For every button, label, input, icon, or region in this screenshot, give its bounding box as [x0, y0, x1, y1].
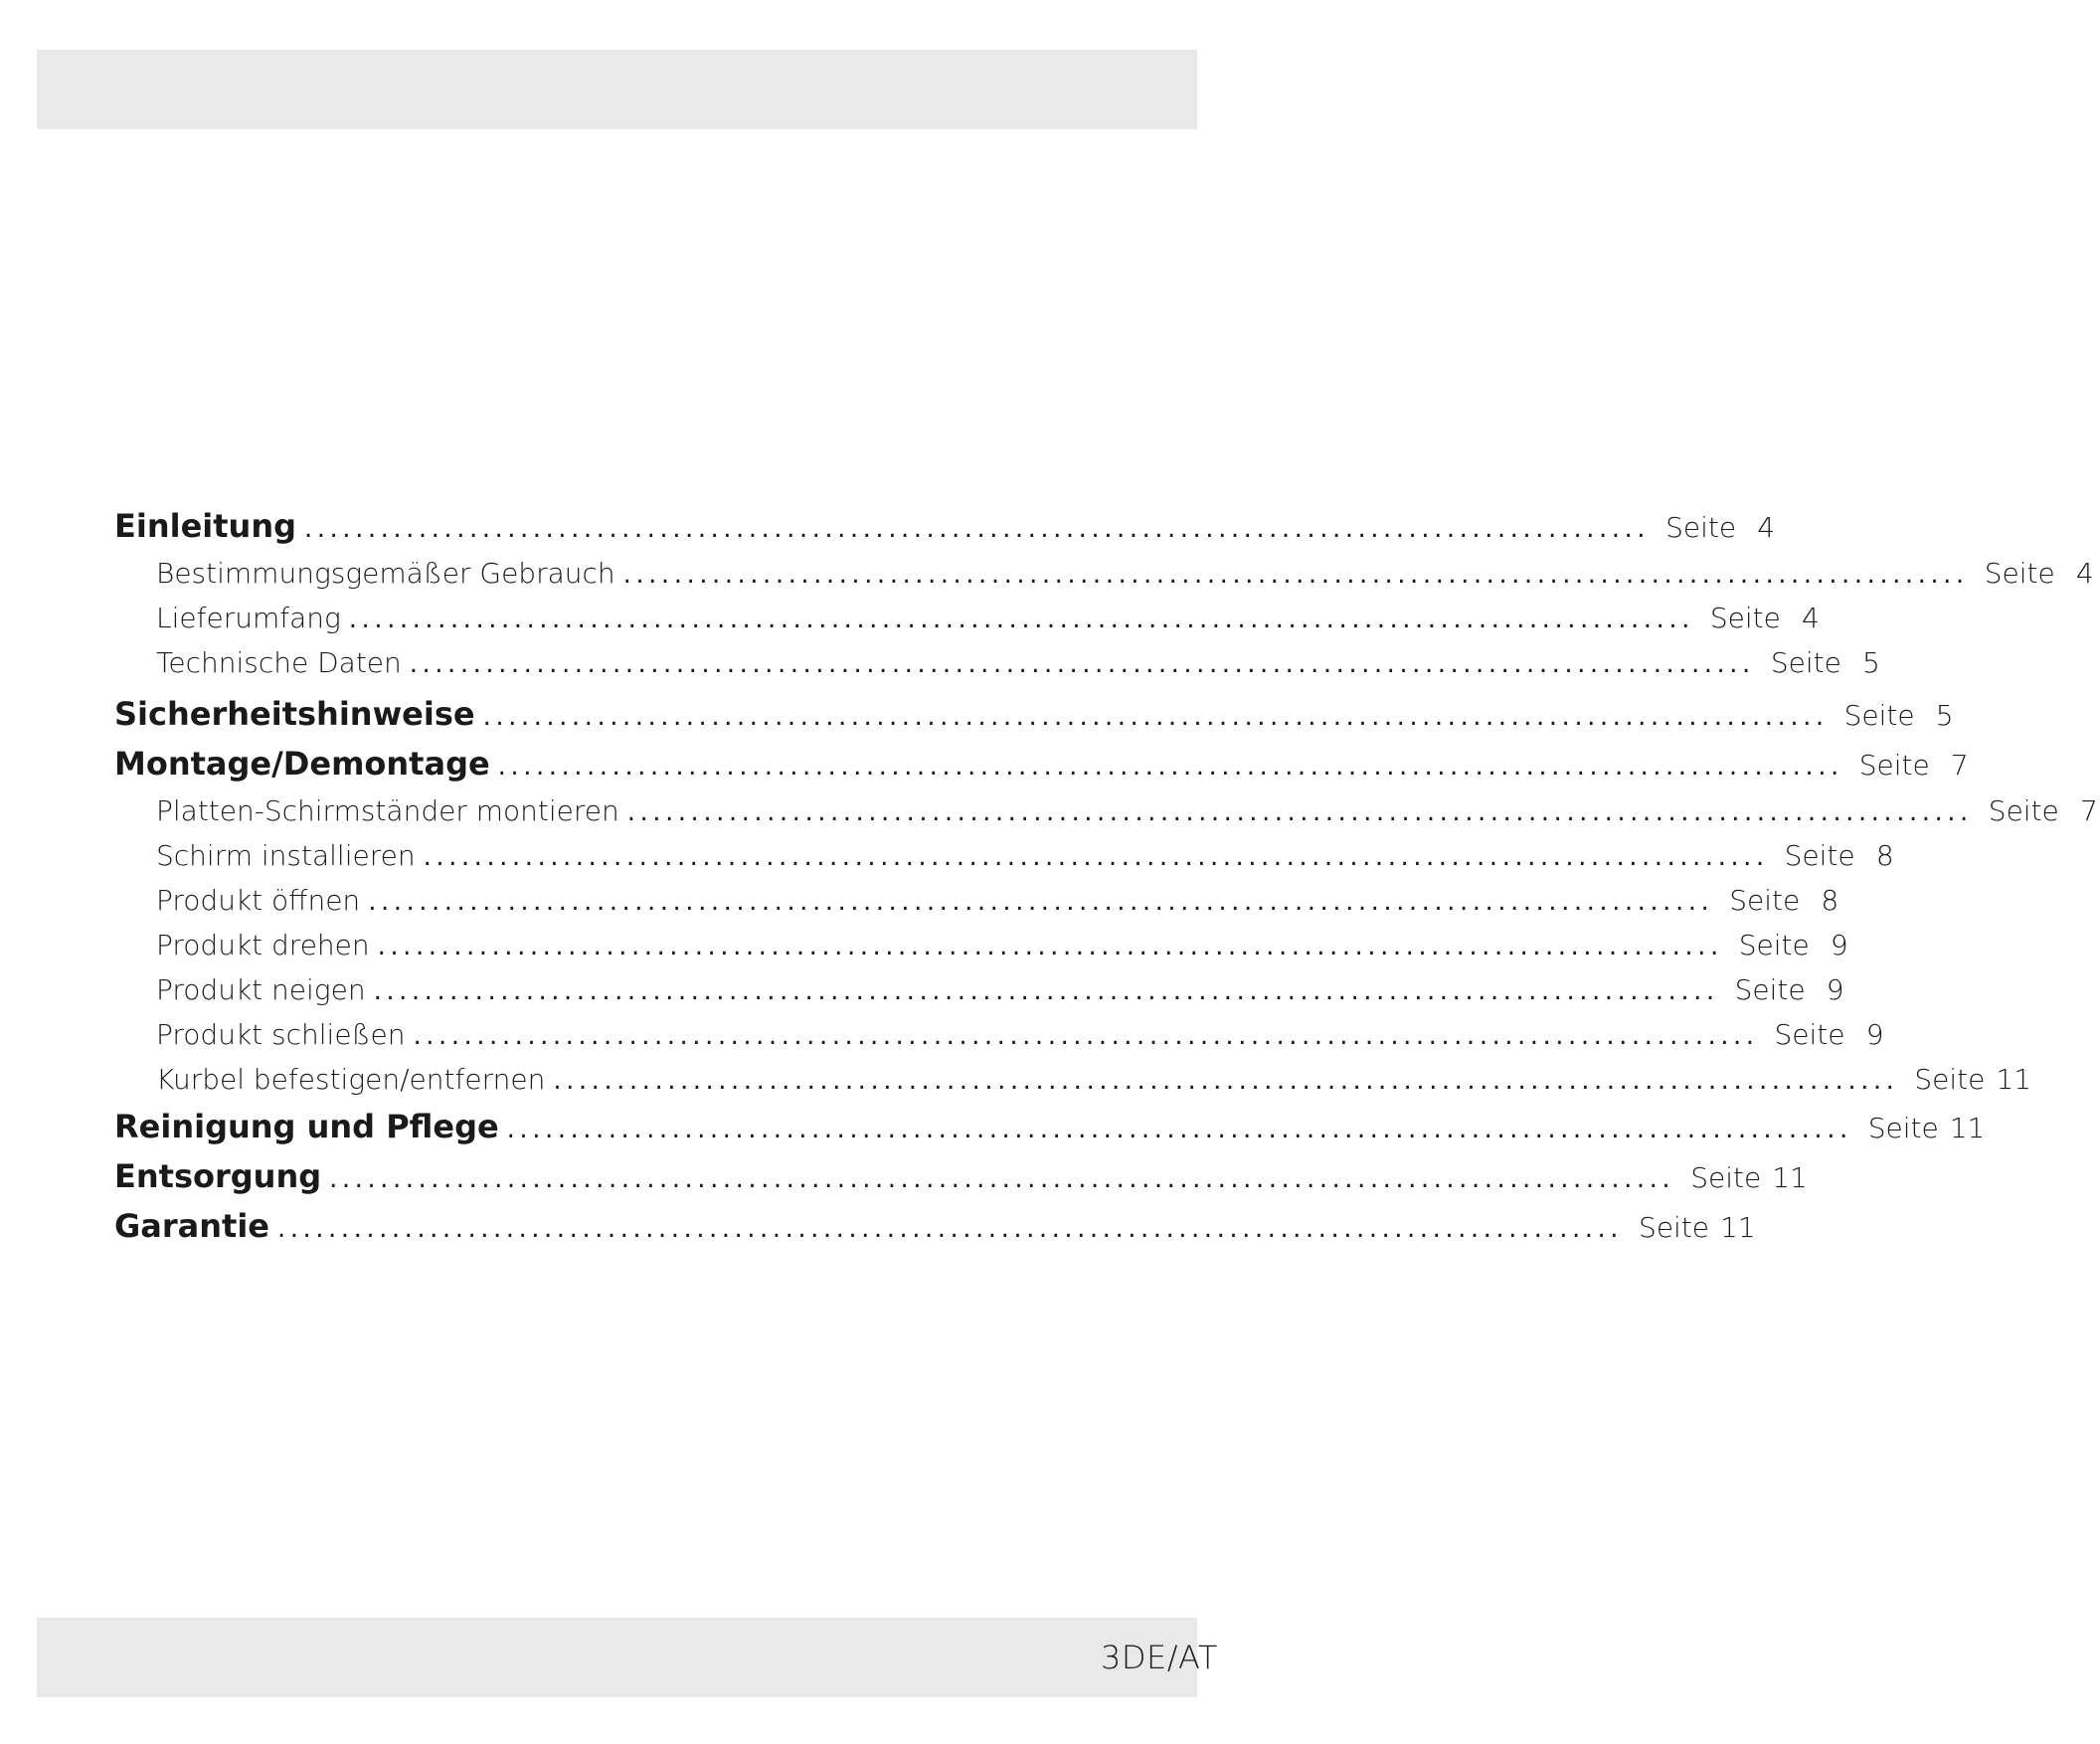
dot-leader: .......................................................................................................... [348, 605, 1694, 634]
page-number-ref: 9 [1865, 1018, 1884, 1051]
table-of-contents [114, 501, 2098, 1251]
toc-entry-entsorgung[interactable] [114, 1151, 1808, 1201]
dot-leader: .......................................................................................................... [626, 797, 1973, 827]
page-number-ref: 5 [1935, 699, 1954, 732]
dot-leader: .......................................................................................................... [482, 702, 1829, 732]
page-word: Seite [1774, 1018, 1845, 1051]
footer-band [37, 1618, 1197, 1697]
toc-page-ref [1979, 551, 2096, 596]
page-word: Seite [1867, 1112, 1939, 1144]
toc-page-ref [1853, 741, 1971, 790]
page-word: Seite [1784, 839, 1855, 872]
page-word: Seite [1709, 602, 1781, 634]
toc-entry-label: Technische Daten [156, 646, 402, 679]
dot-leader: .......................................................................................................... [377, 932, 1723, 961]
page-word: Seite [1665, 511, 1737, 544]
toc-entry-kurbel-befestigen-entfernen[interactable] [114, 1057, 2032, 1102]
dot-leader: .......................................................................................................... [373, 976, 1719, 1006]
toc-page-ref [1765, 640, 1882, 685]
page-word: Seite [1639, 1211, 1710, 1244]
page-number-ref: 7 [1950, 749, 1969, 782]
dot-leader: .......................................................................................................... [413, 1021, 1759, 1051]
page-number-ref: 4 [1757, 511, 1776, 544]
toc-entry-label: Montage/Demontage [114, 745, 490, 783]
toc-entry-label: Reinigung und Pflege [114, 1108, 499, 1145]
page-number-ref: 5 [1862, 646, 1880, 679]
dot-leader: .......................................................................................................... [622, 560, 1969, 590]
page-number-ref: 8 [1875, 839, 1894, 872]
page-number-ref: 9 [1830, 929, 1848, 961]
toc-page-ref [1660, 503, 1777, 553]
toc-page-ref [1704, 596, 1822, 640]
toc-entry-label: Entsorgung [114, 1157, 322, 1195]
page-word: Seite [1914, 1063, 1986, 1096]
dot-leader: .......................................................................................................... [329, 1164, 1675, 1194]
toc-entry-bestimmungsgemaesser-gebrauch[interactable] [114, 551, 2094, 596]
page-number-ref: 9 [1826, 973, 1844, 1006]
page-word: Seite [1734, 973, 1806, 1006]
toc-page-ref [1684, 1153, 1808, 1203]
page-number-ref: 11 [1949, 1112, 1986, 1144]
header-band [37, 50, 1197, 129]
page-word: Seite [1858, 749, 1930, 782]
toc-page-ref [1779, 833, 1896, 878]
dot-leader: .......................................................................................................... [497, 752, 1843, 782]
toc-entry-label: Schirm installieren [156, 839, 416, 872]
toc-page-ref [1723, 878, 1840, 923]
toc-entry-label: Sicherheitshinweise [114, 695, 475, 733]
toc-entry-lieferumfang[interactable] [114, 596, 1820, 640]
toc-page-ref [1733, 923, 1850, 967]
toc-entry-label: Lieferumfang [156, 602, 341, 634]
toc-entry-label: Produkt neigen [156, 973, 366, 1006]
toc-page-ref [1908, 1057, 2032, 1102]
page-number-ref: 4 [2075, 557, 2094, 590]
page-number-ref: 11 [1772, 1161, 1808, 1194]
dot-leader: .......................................................................................................... [423, 842, 1769, 872]
toc-entry-produkt-oeffnen[interactable] [114, 878, 1839, 923]
toc-entry-einleitung[interactable] [114, 501, 1776, 551]
page-word: Seite [1984, 557, 2055, 590]
toc-entry-label: Einleitung [114, 507, 297, 545]
dot-leader: .......................................................................................................... [368, 887, 1714, 917]
dot-leader: .......................................................................................................... [276, 1214, 1624, 1244]
toc-entry-produkt-neigen[interactable] [114, 967, 1844, 1012]
toc-entry-garantie[interactable] [114, 1201, 1756, 1251]
toc-entry-produkt-schliessen[interactable] [114, 1012, 1884, 1057]
toc-page-ref [1862, 1104, 1986, 1153]
toc-entry-schirm-installieren[interactable] [114, 833, 1894, 878]
toc-entry-label: Platten-Schirmständer montieren [156, 794, 619, 827]
toc-entry-label: Bestimmungsgemäßer Gebrauch [156, 557, 615, 590]
dot-leader: .......................................................................................................... [506, 1115, 1852, 1144]
toc-page-ref [1838, 691, 1956, 741]
page-word: Seite [1738, 929, 1810, 961]
dot-leader: .......................................................................................................... [409, 649, 1755, 679]
toc-entry-montage-demontage[interactable] [114, 739, 1969, 788]
toc-page-ref [1633, 1203, 1756, 1253]
toc-entry-label: Produkt öffnen [156, 884, 361, 917]
toc-entry-platten-schirmstaender-montieren[interactable] [114, 788, 2098, 833]
page-word: Seite [1770, 646, 1841, 679]
toc-page-ref [1769, 1012, 1886, 1057]
toc-page-ref [1729, 967, 1846, 1012]
toc-entry-label: Garantie [114, 1207, 269, 1245]
page-word: Seite [1690, 1161, 1762, 1194]
page-word: Seite [1988, 794, 2059, 827]
page-number-ref: 11 [1996, 1063, 2032, 1096]
page-word: Seite [1843, 699, 1915, 732]
toc-entry-reinigung-und-pflege[interactable] [114, 1102, 1986, 1151]
toc-entry-label: Kurbel befestigen/entfernen [156, 1063, 546, 1096]
dot-leader: .......................................................................................................... [553, 1066, 1899, 1096]
page-number-ref: 4 [1802, 602, 1820, 634]
page-number-ref: 11 [1720, 1211, 1756, 1244]
toc-entry-sicherheitshinweise[interactable] [114, 689, 1954, 739]
page-number: 3DE/AT [1101, 1639, 1218, 1676]
toc-entry-label: Produkt drehen [156, 929, 370, 961]
toc-entry-label: Produkt schließen [156, 1018, 406, 1051]
dot-leader: .......................................................................................................... [304, 514, 1651, 544]
toc-page-ref [1983, 788, 2100, 833]
page-word: Seite [1729, 884, 1801, 917]
page-number-ref: 7 [2079, 794, 2098, 827]
page-number-ref: 8 [1821, 884, 1839, 917]
toc-entry-produkt-drehen[interactable] [114, 923, 1848, 967]
toc-entry-technische-daten[interactable] [114, 640, 1880, 685]
